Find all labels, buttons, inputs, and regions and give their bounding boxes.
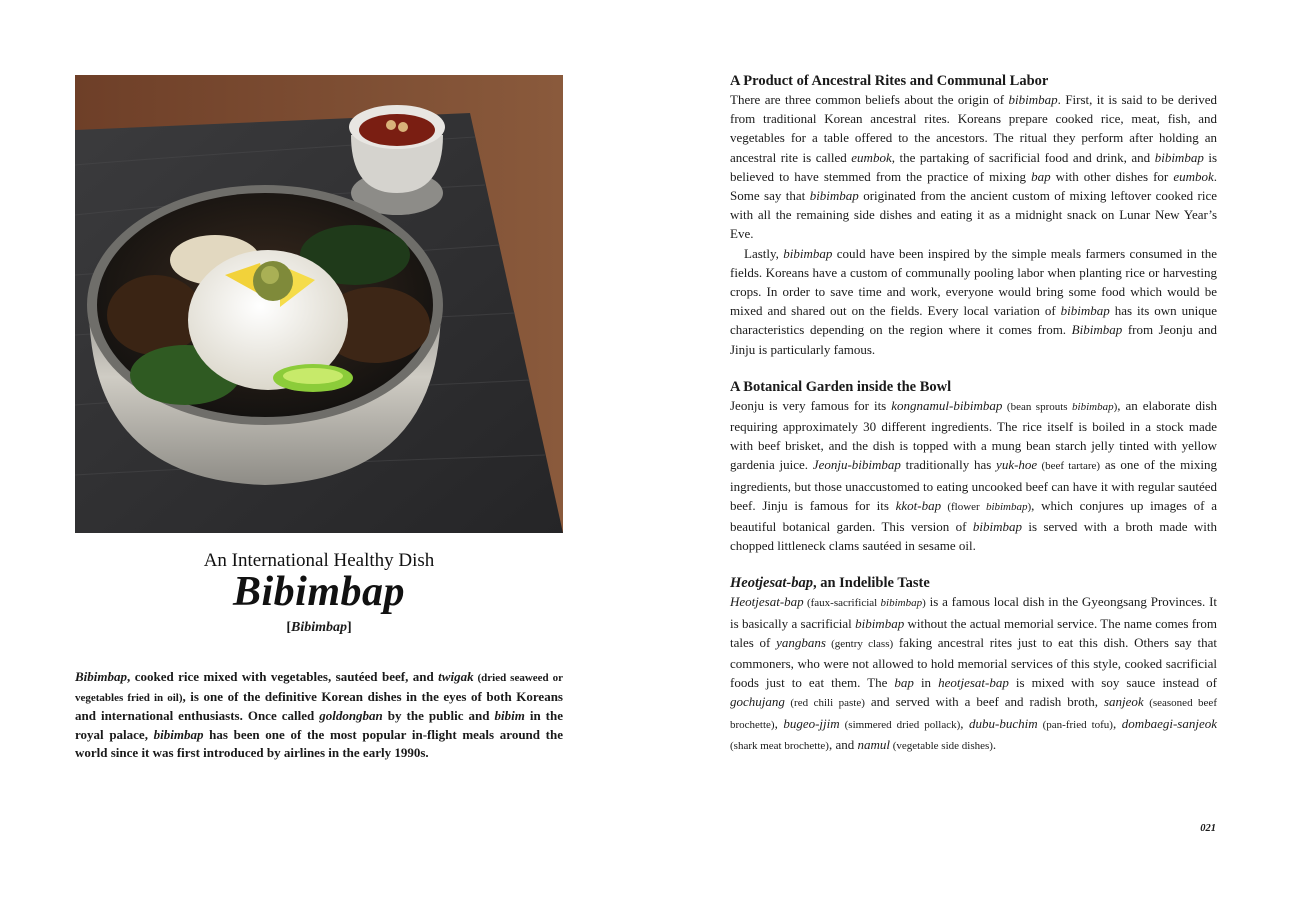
italic-text: yuk-hoe — [996, 457, 1038, 473]
dish-title: Bibimbap — [232, 569, 406, 615]
dish-subtitle: An International Healthy Dish — [203, 550, 435, 571]
text-run: faking ancestral rites just to eat this dish. Others say that commoners, who were not allowed to hold memorial services of this style, cooked sacrificial foods just to eat them. The — [730, 634, 1217, 691]
text-run: from Jeonju and Jinju is particularly famous. — [730, 322, 1217, 357]
text-run: , — [1112, 715, 1122, 731]
text-run: , which conjures up images of a beautiful botanical garden. This version of — [730, 497, 1217, 535]
text-run: could have been inspired by the simple meals farmers consumed in the fields. Koreans have a custom of communally pooling labor when planting rice or harvesting crops. In order to save time and work, everyone would bring some food which would be mixed and shared out on the fields. Every local variation of — [730, 245, 1217, 319]
paragraph — [730, 396, 1217, 556]
text-run: is served with a broth made with chopped littleneck clams sautéed in sesame oil. — [730, 519, 1218, 554]
italic-text: namul — [857, 736, 890, 752]
text-run: , is one of the definitive Korean dishes in the eyes of both Koreans and international enthusiasts. Once called — [75, 688, 563, 723]
text-run: (dried seaweed or vegetables fried in oil) — [75, 672, 563, 704]
text-run: has its own unique characteristics depending on the region where it comes from. — [730, 303, 1217, 338]
text-run: with other dishes for — [1050, 168, 1174, 184]
romanization: [Bibimbap] — [286, 620, 352, 635]
bibimbap-photo — [75, 75, 563, 533]
text-run: originated from the ancient custom of mixing leftover cooked rice with all the remaining side dishes and eating it as a midnight snack on Lunar New Year’s Eve. — [730, 188, 1217, 242]
italic-text: kkot-bap — [895, 497, 942, 513]
italic-text: bibim — [494, 708, 525, 723]
text-run: . First, it is said to be derived from traditional Korean ancestral rites. Koreans prepare cooked rice, meat, fish, and vegetables for a table offered to the ancestors. The ritual they perform after holding an ancestral rite is called — [730, 92, 1218, 165]
text-run: and served with a beef and radish broth, — [864, 694, 1104, 710]
paragraph — [730, 592, 1217, 756]
italic-text: bugeo-jjim — [783, 715, 840, 731]
text-run: , cooked rice mixed with vegetables, sautéed beef, and — [127, 669, 439, 684]
text-run: as one of the mixing ingredients, but those unaccustomed to eating uncooked beef can have it with regular sautéed beef. Jinju is famous for its — [730, 457, 1218, 513]
section-heotjesat-bap — [730, 574, 1217, 756]
italic-text: bibimbap — [783, 245, 833, 261]
text-run: Jeonju is very famous for its — [730, 397, 892, 413]
italic-text: bap — [894, 675, 914, 691]
article-column — [730, 72, 1217, 756]
text-run: by the public and — [382, 708, 495, 723]
text-run: is mixed with soy sauce instead of — [1008, 675, 1218, 691]
paragraph — [730, 90, 1217, 244]
italic-text: gochujang — [730, 694, 785, 710]
text-run: ) — [922, 597, 926, 610]
italic-text: eumbok — [1173, 168, 1214, 184]
romanization-text: Bibimbap — [290, 620, 347, 635]
italic-text: goldongban — [319, 708, 383, 723]
text-run: (vegetable side dishes) — [889, 739, 993, 752]
text-run: (beef tartare) — [1037, 460, 1101, 473]
text-run: (pan-fried tofu) — [1037, 718, 1113, 731]
italic-text: sanjeok — [1103, 694, 1144, 710]
section-heading — [730, 72, 1217, 90]
text-run: (flower — [941, 500, 986, 513]
text-run: , and — [828, 736, 858, 752]
italic-text: Jeonju-bibimbap — [812, 457, 901, 473]
italic-text: Heotjesat-bap — [730, 594, 804, 610]
italic-text: Heotjesat-bap — [730, 575, 813, 592]
text-run: in — [913, 675, 939, 691]
italic-text: dombaegi-sanjeok — [1121, 715, 1218, 731]
text-run: without the actual memorial service. The name comes from tales of — [730, 615, 1217, 650]
text-run: in the royal palace, — [75, 708, 564, 742]
text-run: . — [992, 736, 997, 752]
italic-text: bap — [1031, 168, 1051, 184]
italic-text: kongnamul-bibimbap — [891, 397, 1003, 413]
text-run: , the partaking of sacrificial food and drink, and — [891, 149, 1155, 165]
text-run: is believed to have stemmed from the practice of mixing — [730, 149, 1218, 184]
text-run: There are three common beliefs about the origin of — [730, 92, 1009, 107]
italic-text: Bibimbap — [1071, 322, 1123, 338]
section-heading — [730, 378, 1217, 396]
italic-text: eumbok — [851, 149, 892, 165]
page-number: 021 — [1200, 823, 1216, 834]
italic-text: bibimbap — [1154, 149, 1204, 165]
text-run: , — [774, 715, 784, 731]
text-run: (red chili paste) — [784, 697, 865, 710]
text-run: , an elaborate dish requiring approximately 30 different ingredients. The rice itself is boiled in a stock made with beef brisket, and the dish is topped with a mung bean starch jelly tinted with yellow gardenia juice. — [730, 397, 1217, 473]
section-origins — [730, 72, 1217, 359]
italic-text: Bibimbap — [75, 669, 128, 684]
text-run: , — [960, 715, 970, 731]
italic-text: yangbans — [776, 634, 826, 650]
italic-text: bibimbap — [855, 615, 905, 631]
text-run: (seasoned beef brochette) — [730, 697, 1217, 731]
text-run: (shark meat brochette) — [730, 739, 829, 752]
text-run: ) — [1027, 500, 1032, 513]
italic-text: twigak — [438, 669, 474, 684]
italic-text: heotjesat-bap — [938, 675, 1009, 691]
text-run: , an Indelible Taste — [812, 575, 930, 592]
text-run: has been one of the most popular in-flight meals around the world since it was first introduced by airlines in the early 1990s. — [75, 726, 564, 760]
text-run: traditionally has — [900, 457, 997, 473]
italic-text: bibimbap — [1072, 400, 1114, 413]
italic-text: bibimbap — [985, 500, 1028, 513]
text-run: (bean sprouts — [1002, 400, 1073, 413]
right-page — [646, 0, 1292, 900]
paragraph — [730, 244, 1217, 359]
text-run: A Product of Ancestral Rites and Communal Labor — [730, 73, 1049, 89]
italic-text: bibimbap — [153, 726, 204, 742]
italic-text: bibimbap — [880, 597, 923, 610]
italic-text: bibimbap — [972, 519, 1022, 535]
section-botanical-garden — [730, 378, 1217, 556]
italic-text: dubu-buchim — [969, 715, 1038, 731]
italic-text: bibimbap — [1008, 92, 1058, 107]
section-heading — [730, 574, 1217, 592]
italic-text: bibimbap — [809, 188, 859, 204]
text-run: ) — [1113, 400, 1118, 413]
text-run: is a famous local dish in the Gyeongsang Provinces. It is basically a sacrificial — [730, 594, 1218, 631]
text-run: (gentry class) — [825, 637, 894, 650]
intro-paragraph — [75, 668, 563, 763]
text-run: Lastly, — [744, 245, 784, 261]
text-run: (simmered dried pollack) — [839, 718, 961, 731]
text-run: . Some say that — [730, 168, 1217, 204]
text-run: (faux-sacrificial — [803, 597, 881, 610]
text-run: A Botanical Garden inside the Bowl — [730, 378, 952, 395]
italic-text: bibimbap — [1060, 303, 1110, 319]
